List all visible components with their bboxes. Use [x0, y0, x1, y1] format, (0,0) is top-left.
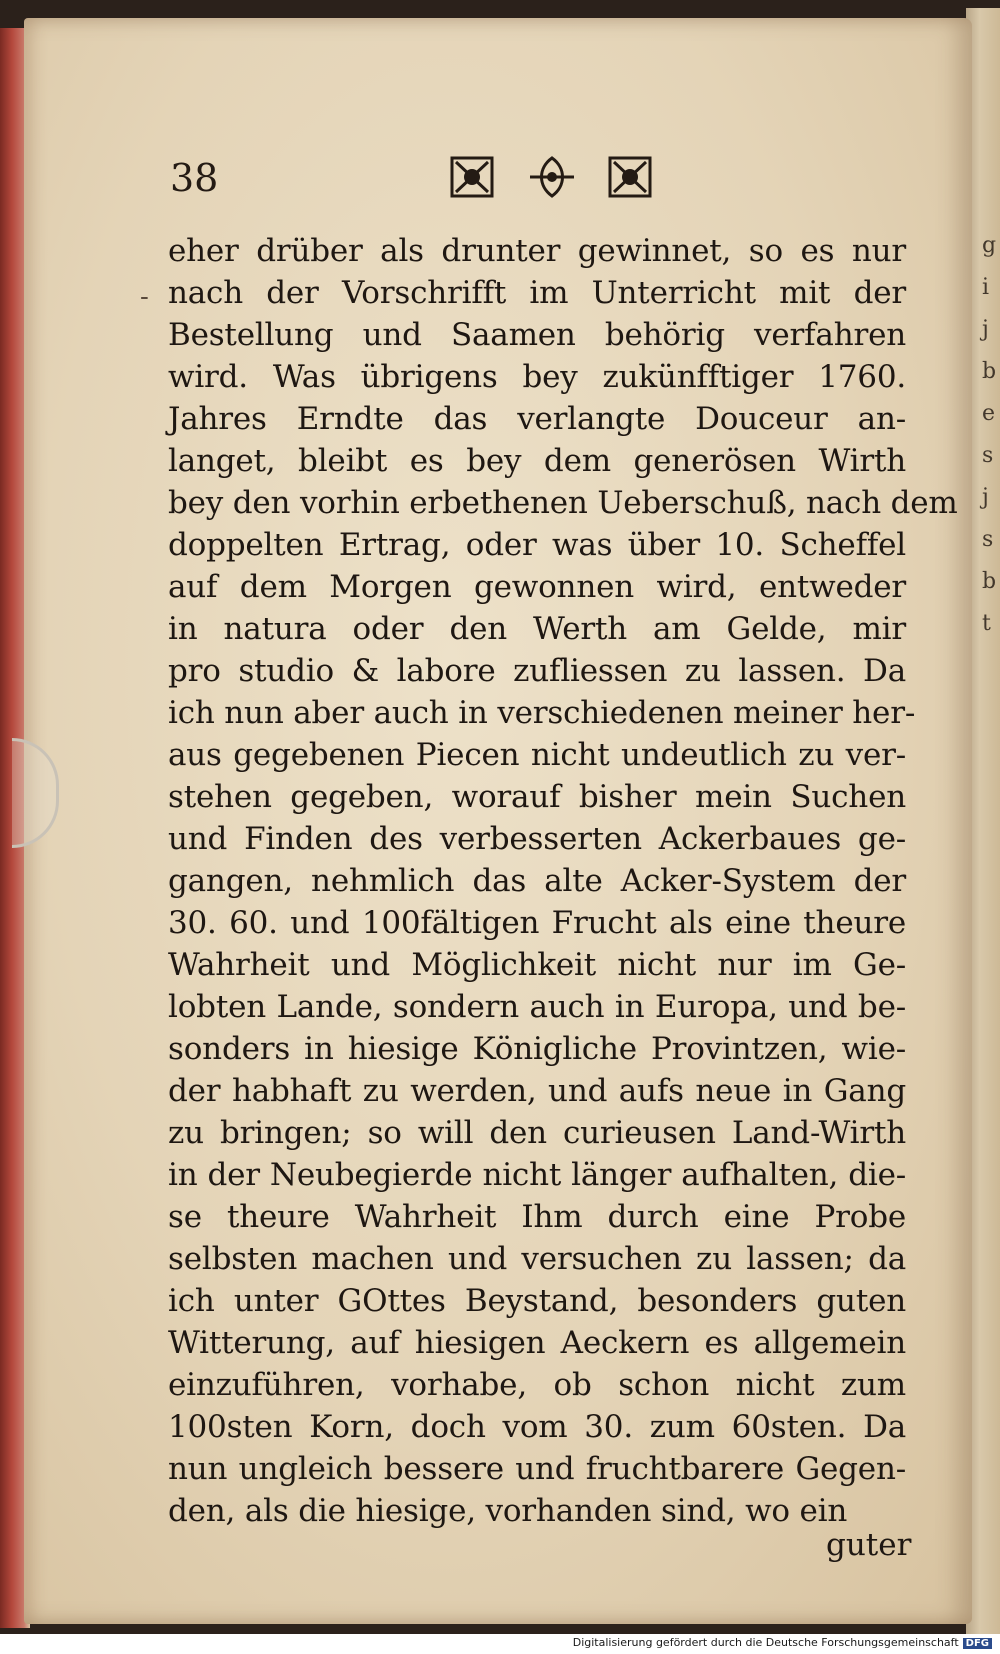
catchword: guter: [826, 1527, 912, 1563]
next-page-letter: b: [982, 359, 997, 384]
text-line: eher drüber als drunter gewinnet, so es nur: [168, 233, 906, 269]
dfg-logo: DFG: [963, 1638, 992, 1649]
text-line: 100sten Korn, doch vom 30. zum 60sten. Da: [168, 1409, 906, 1445]
body-text: [168, 230, 958, 1532]
text-line: in der Neubegierde nicht länger aufhalten, die-: [168, 1157, 906, 1193]
next-page-letter: j: [982, 317, 989, 342]
text-line: ich nun aber auch in verschiedenen meiner her-: [168, 695, 916, 731]
text-line: Wahrheit und Möglichkeit nicht nur im Ge-: [168, 947, 906, 983]
text-line: in natura oder den Werth am Gelde, mir: [168, 611, 906, 647]
next-page-letter: s: [982, 527, 994, 552]
page-header: [170, 150, 900, 210]
text-line: nun ungleich bessere und fruchtbarere Gegen-: [168, 1451, 906, 1487]
text-line: Witterung, auf hiesigen Aeckern es allgemein: [168, 1325, 906, 1361]
text-line: aus gegebenen Piecen nicht undeutlich zu ver-: [168, 737, 906, 773]
text-line: ich unter GOttes Beystand, besonders guten: [168, 1283, 906, 1319]
text-line: zu bringen; so will den curieusen Land-Wirth: [168, 1115, 906, 1151]
text-line: wird. Was übrigens bey zukünfftiger 1760.: [168, 359, 906, 395]
text-line: bey den vorhin erbethenen Ueberschuß, nach dem: [168, 485, 958, 521]
footer-credit: [573, 1636, 992, 1649]
text-line: doppelten Ertrag, oder was über 10. Scheffel: [168, 527, 906, 563]
text-line: se theure Wahrheit Ihm durch eine Probe: [168, 1199, 906, 1235]
next-page-letter: e: [982, 401, 996, 426]
text-line: lobten Lande, sondern auch in Europa, und be-: [168, 989, 906, 1025]
text-line: nach der Vorschrifft im Unterricht mit der: [168, 275, 906, 311]
text-line: stehen gegeben, worauf bisher mein Suchen: [168, 779, 906, 815]
next-page-letter: j: [982, 485, 989, 510]
text-line: gangen, nehmlich das alte Acker-System der: [168, 863, 906, 899]
text-line: langet, bleibt es bey dem generösen Wirth: [168, 443, 906, 479]
text-line: auf dem Morgen gewonnen wird, entweder: [168, 569, 906, 605]
footer-credit-text: Digitalisierung gefördert durch die Deutsche Forschungsgemeinschaft: [572, 1636, 959, 1649]
text-line: 30. 60. und 100fältigen Frucht als eine theure: [168, 905, 906, 941]
text-line: der habhaft zu werden, und aufs neue in Gang: [168, 1073, 906, 1109]
text-line: Bestellung und Saamen behörig verfahren: [168, 317, 906, 353]
next-page-letter: t: [982, 611, 991, 636]
floral-ornament-icon: [442, 154, 662, 200]
next-page-letters: [982, 225, 1000, 645]
text-line: selbsten machen und versuchen zu lassen; da: [168, 1241, 906, 1277]
next-page-letter: s: [982, 443, 994, 468]
next-page-letter: i: [982, 275, 990, 300]
page-number: 38: [170, 156, 219, 200]
margin-mark: -: [140, 282, 149, 312]
text-line: einzuführen, vorhabe, ob schon nicht zum: [168, 1367, 906, 1403]
text-line: Jahres Erndte das verlangte Douceur an-: [168, 401, 906, 437]
next-page-letter: g: [982, 233, 997, 258]
text-line: sonders in hiesige Königliche Provintzen, wie-: [168, 1031, 906, 1067]
text-line: pro studio & labore zufliessen zu lassen. Da: [168, 653, 906, 689]
next-page-letter: b: [982, 569, 997, 594]
text-line: und Finden des verbesserten Ackerbaues ge-: [168, 821, 906, 857]
text-line: den, als die hiesige, vorhanden sind, wo ein: [168, 1493, 848, 1529]
